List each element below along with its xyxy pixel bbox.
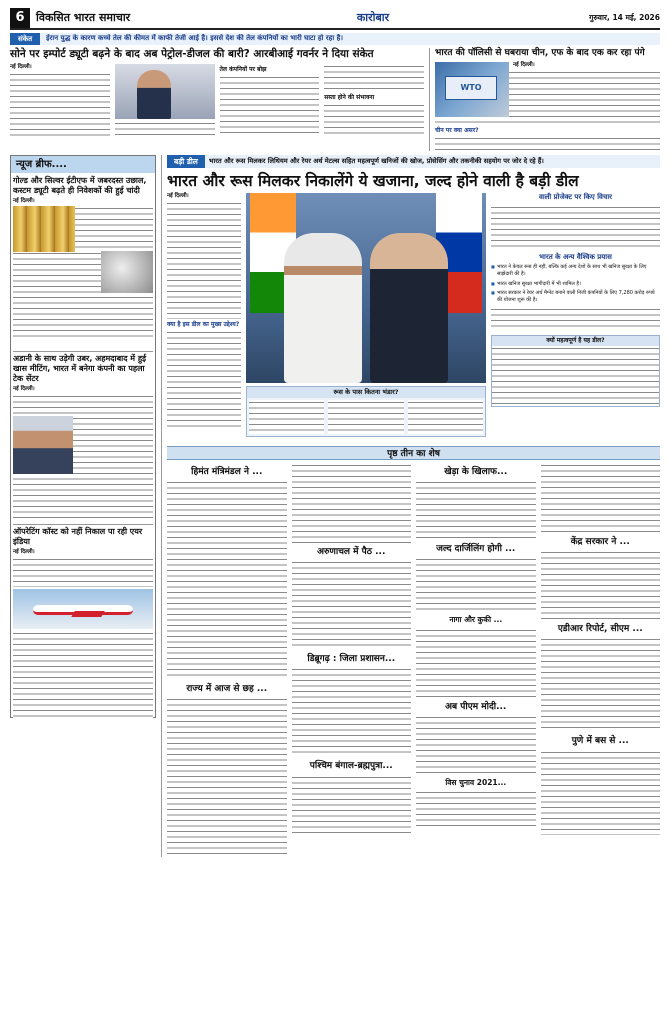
continuation-heading: केंद्र सरकार ने ... [570, 537, 630, 548]
body-text [435, 136, 660, 151]
lead-story [10, 48, 430, 151]
list-item: ■ भारत खनिज सुरक्षा भागीदारी में भी शामिल है। [491, 281, 660, 288]
body-text [491, 307, 660, 329]
body-text [416, 628, 536, 698]
brief-dateline: नई दिल्ली। [13, 549, 35, 556]
side-heading: भारत के अन्य वैश्विक प्रयास [539, 252, 612, 261]
list-item: ■ भारत ने केवल रूस ही नहीं, बल्कि कई अन्य देशों के साथ भी खनिज सुरक्षा के लिए साझेदारी की है। [491, 264, 660, 278]
body-text [328, 400, 403, 434]
body-text [249, 400, 324, 434]
body-text [115, 121, 215, 136]
body-text [167, 330, 241, 430]
lead-subhead: सस्ता होने की संभावना [324, 94, 375, 102]
continuation-heading: पश्चिम बंगाल-ब्रह्मपुत्रा... [309, 761, 393, 772]
bigdeal-question: क्या है इस डील का मुख्य उद्देश्य? [167, 320, 240, 328]
importance-box [491, 335, 660, 407]
bigdeal-strip [167, 155, 660, 168]
body-text [408, 400, 483, 434]
body-text [416, 557, 536, 612]
gold-bars-photo [13, 206, 75, 252]
bigdeal-dateline: नई दिल्ली। [167, 193, 189, 200]
continuation-heading: पुणे में बस से ... [571, 736, 629, 747]
efforts-list [491, 264, 660, 304]
body-text [10, 72, 110, 136]
body-text [416, 790, 536, 830]
main-content [162, 155, 660, 858]
list-item: ■ भारत सरकार ने रेयर अर्थ मैग्नेट बनाने वाली निजी कंपनियों के लिए 7,280 करोड़ रुपये की योजना शुरू की है। [491, 290, 660, 304]
lead-headline: सोने पर इम्पोर्ट ड्यूटी बढ़ने के बाद अब पेट्रोल-डीजल की बारी? आरबीआई गवर्नर ने दिया संकेत [10, 48, 374, 60]
silver-photo [101, 251, 153, 293]
top-section [10, 48, 660, 151]
reserves-box [246, 386, 486, 437]
body-text [292, 667, 412, 757]
aircraft-photo [13, 589, 153, 629]
body-text [541, 750, 661, 835]
brief-headline: गोल्ड और सिल्वर ईटीएफ में जबरदस्त उछाल, कस्टम ड्यूटी बढ़ते ही निवेशकों की हुई चांदी [13, 176, 147, 196]
body-text [167, 201, 241, 319]
lead-subhead: तेल कंपनियों पर बोझ [219, 66, 267, 74]
body-text [167, 480, 287, 680]
body-text [492, 346, 659, 406]
wto-logo: WTO [445, 76, 497, 100]
continuation-columns [167, 463, 660, 857]
trade-dateline: नई दिल्ली। [513, 62, 535, 69]
body-text [292, 775, 412, 835]
strip-text: ईरान युद्ध के कारण कच्चे तेल की कीमत में काफी तेजी आई है। इससे देश की तेल कंपनियों का भारी घाटा हो रहा है। [46, 34, 344, 43]
body-text [13, 394, 153, 416]
body-text [292, 560, 412, 650]
continuation-heading: राज्य में आज से छह ... [186, 684, 268, 695]
strip-tag: संकेत [10, 33, 40, 45]
body-text [416, 480, 536, 540]
issue-date: गुरुवार, 14 मई, 2026 [589, 12, 660, 22]
trade-headline: भारत की पॉलिसी से घबराया चीन, एफ के बाद एक कर रहा पंगे [435, 48, 645, 58]
body-text [541, 463, 661, 533]
continuation-heading: जल्द दार्जिलिंग होगी ... [436, 544, 516, 555]
reserves-heading: रूस के पास कितना भंडार? [247, 387, 485, 398]
continuation-heading: अब पीएम मोदी... [445, 701, 507, 712]
executive-photo [13, 416, 73, 474]
importance-heading: क्यों महत्वपूर्ण है यह डील? [492, 336, 659, 346]
top-strip [10, 33, 660, 45]
leader-left [284, 233, 362, 383]
page-number: 6 [10, 8, 30, 28]
lead-dateline: नई दिल्ली। [10, 64, 32, 71]
body-text [416, 715, 536, 775]
body-text [491, 205, 660, 251]
brief-dateline: नई दिल्ली। [13, 386, 35, 393]
continuation-heading: हिमंत मंत्रिमंडल ने ... [191, 467, 263, 478]
trade-story [430, 48, 660, 151]
body-text [324, 103, 424, 136]
body-text [220, 75, 320, 137]
bigdeal-tag: बड़ी डील [167, 155, 205, 168]
masthead [10, 8, 660, 30]
governor-photo [115, 64, 215, 119]
continuation-heading: विस चुनाव 2021... [445, 777, 507, 787]
news-brief-sidebar [10, 155, 162, 858]
continuation-heading: नागा और कुकी ... [449, 615, 503, 625]
leader-right [370, 233, 448, 383]
news-brief-title: न्यूज ब्रीफ.... [11, 156, 155, 174]
continuation-heading: डिब्रूगढ़ : जिला प्रशासन... [307, 654, 396, 665]
wto-photo [435, 62, 509, 117]
body-text [167, 697, 287, 857]
body-text [541, 550, 661, 620]
side-heading: वाली प्रोजेक्ट पर किए विचार [538, 193, 613, 202]
brief-headline: ऑपरेटिंग कॉस्ट को नहीं निकाल पा रही एयर इंडिया [13, 524, 153, 547]
bigdeal-headline: भारत और रूस मिलकर निकालेंगे ये खजाना, जल्द होने वाली है बड़ी डील [167, 171, 579, 190]
body-text [13, 631, 153, 719]
trade-highlight: चीन पर क्या असर? [435, 126, 479, 134]
section-title: कारोबार [356, 10, 390, 24]
brief-dateline: नई दिल्ली। [13, 198, 35, 205]
brief-headline: अडानी के साथ उड़ेगी उबर, अहमदाबाद में हुई खास मीटिंग, भारत में बनेगा कंपनी का पहला टेक सेंटर [13, 351, 153, 384]
body-text [292, 463, 412, 543]
bigdeal-sidebar [491, 193, 660, 440]
continuation-bar: पृष्ठ तीन का शेष [167, 446, 660, 460]
body-text [541, 637, 661, 732]
bigdeal-strip-text: भारत और रूस मिलकर लिथियम और रेयर अर्थ मेटल्स सहित महत्वपूर्ण खनिजों की खोज, प्रोसेसिंग और तकनीकी सहयोग पर जोर दे रहे हैं। [208, 156, 544, 165]
continuation-heading: एडीआर रिपोर्ट, सीएम ... [557, 624, 643, 635]
body-text [13, 557, 153, 587]
continuation-heading: अरुणाचल में पैठ ... [317, 547, 386, 558]
main-section [10, 155, 660, 858]
paper-name: विकसित भारत समाचार [36, 10, 131, 24]
continuation-heading: खेड़ा के खिलाफ... [444, 467, 508, 478]
leaders-handshake-photo [246, 193, 486, 383]
body-text [324, 64, 424, 92]
